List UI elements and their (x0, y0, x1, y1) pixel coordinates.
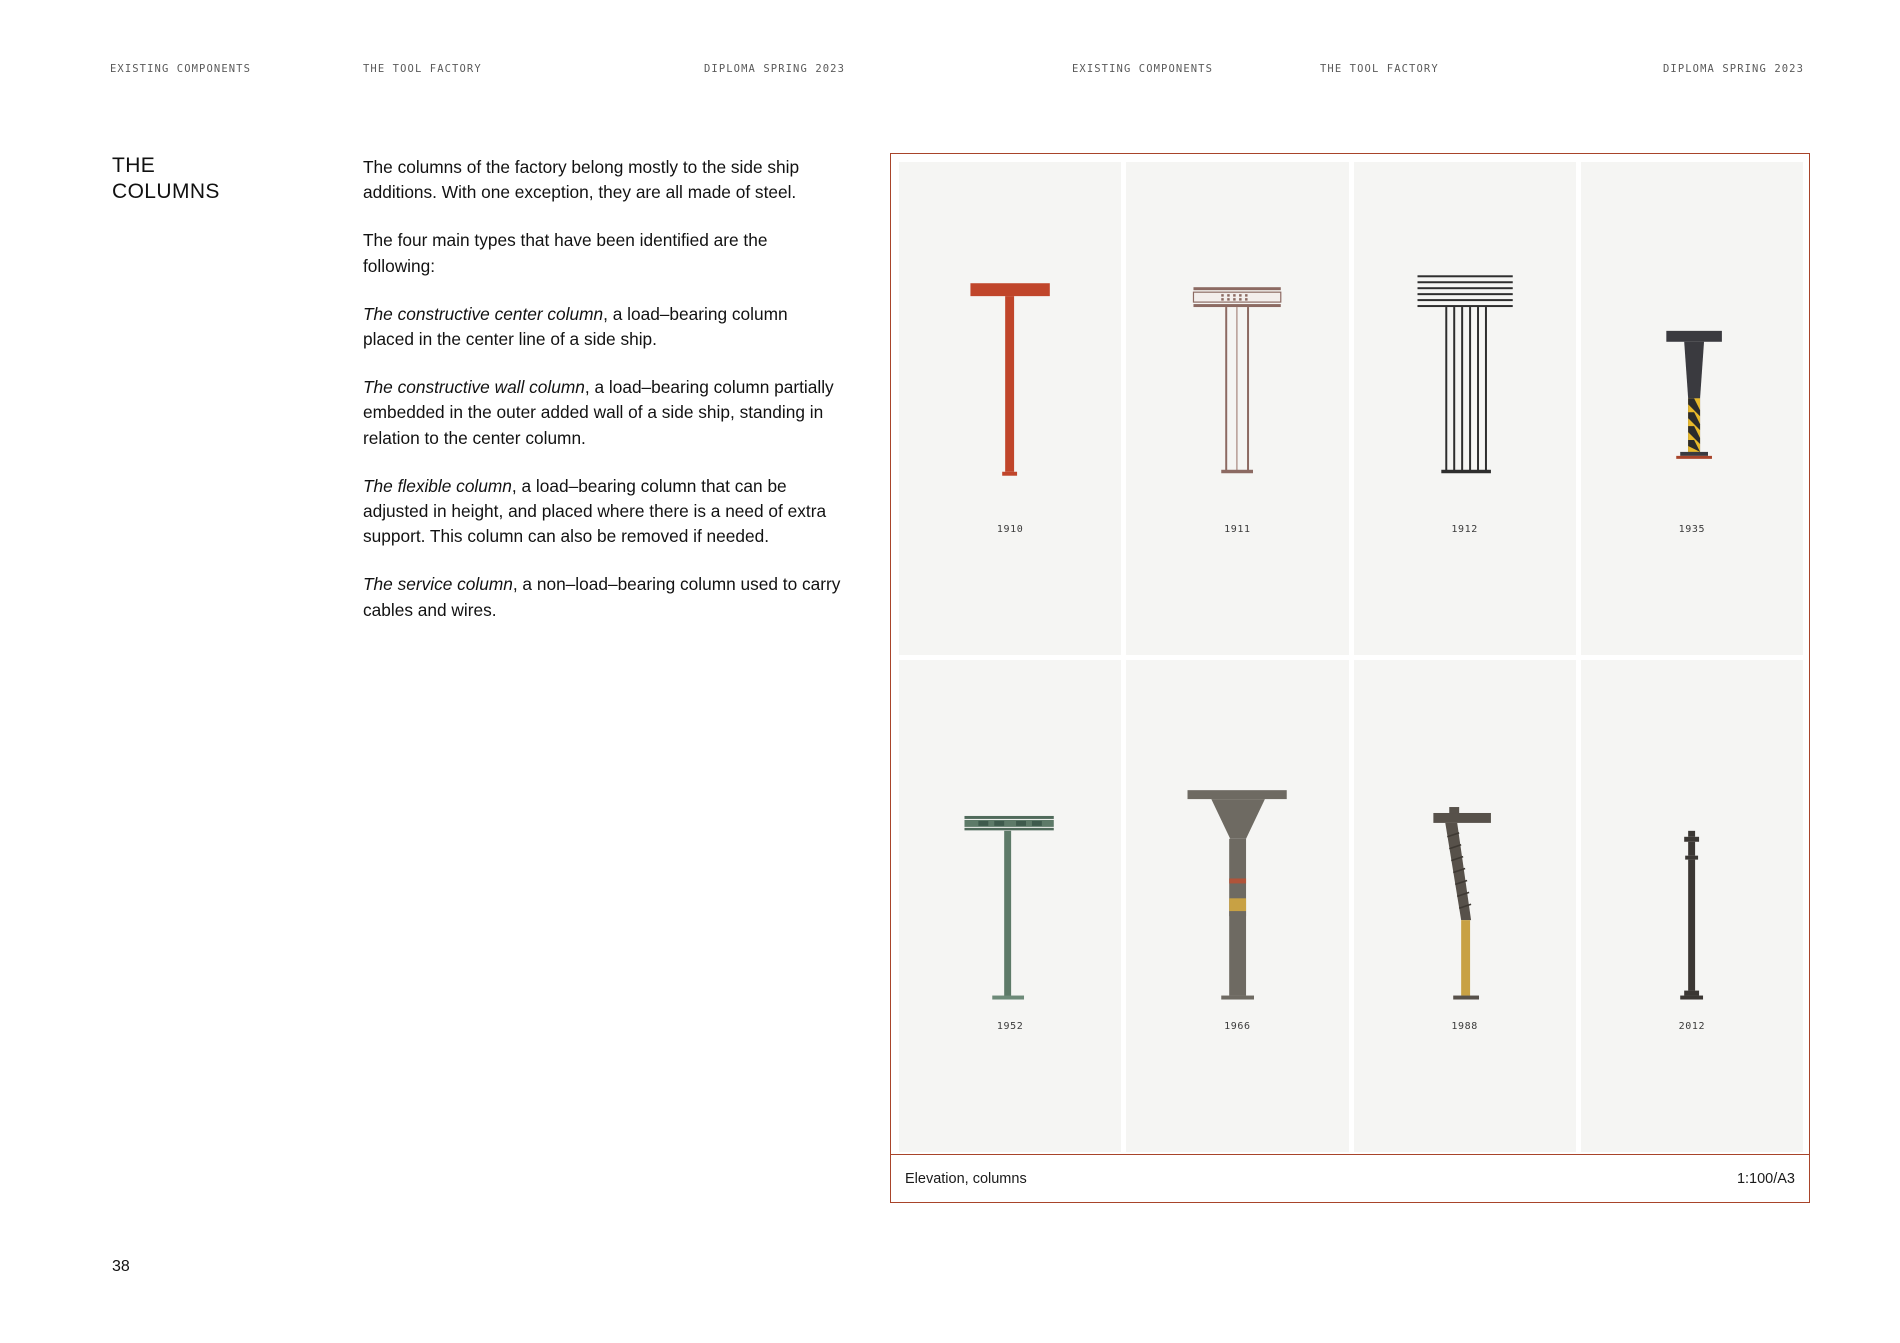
definition-4-term: The service column (363, 574, 513, 595)
body-paragraph-1: The columns of the factory belong mostly to the side ship additions. With one exception, they are all made of steel. (363, 157, 800, 203)
figure-scale-label: 1:100/A3 (1736, 1170, 1795, 1187)
definition-3-term: The flexible column (363, 475, 512, 496)
column-drawing-1952-icon (899, 660, 1121, 1153)
column-cell-1988 (1354, 660, 1576, 1153)
figure-caption (891, 1154, 1809, 1202)
definition-2-text: , a load–bearing column partially embedded in the outer added wall of a side ship, standing in relation to the center column. (363, 377, 834, 448)
running-head-left-3: DIPLOMA SPRING 2023 (704, 63, 846, 75)
column-year-1912: 1912 (1451, 523, 1478, 535)
column-drawing-1935-icon (1581, 162, 1803, 655)
column-drawing-1966-icon (1126, 660, 1348, 1153)
figure-grid (899, 162, 1803, 1152)
definition-4 (363, 572, 841, 622)
running-head-right-1: EXISTING COMPONENTS (1072, 63, 1214, 75)
column-year-1988: 1988 (1451, 1021, 1478, 1032)
figure-plate (890, 153, 1810, 1203)
column-cell-1966 (1126, 660, 1348, 1153)
running-head-left-2: THE TOOL FACTORY (363, 63, 482, 75)
column-cell-1952 (899, 660, 1121, 1153)
running-head-right-3: DIPLOMA SPRING 2023 (1663, 63, 1805, 75)
figure-caption-label: Elevation, columns (905, 1170, 1027, 1187)
column-cell-1910 (899, 162, 1121, 655)
column-cell-1911 (1126, 162, 1348, 655)
column-year-1911: 1911 (1224, 523, 1251, 535)
definition-1 (363, 302, 841, 352)
definition-1-term: The constructive center column (363, 303, 604, 324)
definition-3-text: , a load–bearing column that can be adjusted in height, and placed where there is a need of extra support. This column can also be removed if needed. (363, 475, 827, 547)
column-cell-1935 (1581, 162, 1803, 655)
column-year-1910: 1910 (996, 523, 1024, 535)
page-title-line-1: THE (112, 154, 156, 177)
definition-3 (363, 474, 841, 550)
running-head-left-1: EXISTING COMPONENTS (110, 63, 252, 75)
definition-4-text: , a non–load–bearing column used to carry cables and wires. (363, 574, 841, 620)
column-drawing-2012-icon (1581, 660, 1803, 1153)
page-title-line-2: COLUMNS (112, 180, 220, 203)
definition-2 (363, 375, 841, 451)
page-number: 38 (112, 1258, 130, 1275)
column-year-1952: 1952 (996, 1021, 1024, 1032)
column-cell-1912 (1354, 162, 1576, 655)
definition-1-text: , a load–bearing column placed in the center line of a side ship. (363, 303, 788, 350)
page-title (112, 153, 220, 205)
column-drawing-1912-icon (1354, 162, 1576, 655)
body-text-column (363, 155, 841, 623)
running-head-right-2: THE TOOL FACTORY (1320, 63, 1439, 75)
column-year-1966: 1966 (1224, 1021, 1251, 1032)
body-paragraph-2: The four main types that have been identified are the following: (363, 230, 768, 276)
column-year-2012: 2012 (1678, 1021, 1706, 1032)
column-cell-2012 (1581, 660, 1803, 1153)
definition-2-term: The constructive wall column (363, 377, 585, 398)
column-drawing-1910-icon (899, 162, 1121, 655)
column-year-1935: 1935 (1678, 523, 1706, 535)
column-drawing-1911-icon (1126, 162, 1348, 655)
column-drawing-1988-icon (1354, 660, 1576, 1153)
